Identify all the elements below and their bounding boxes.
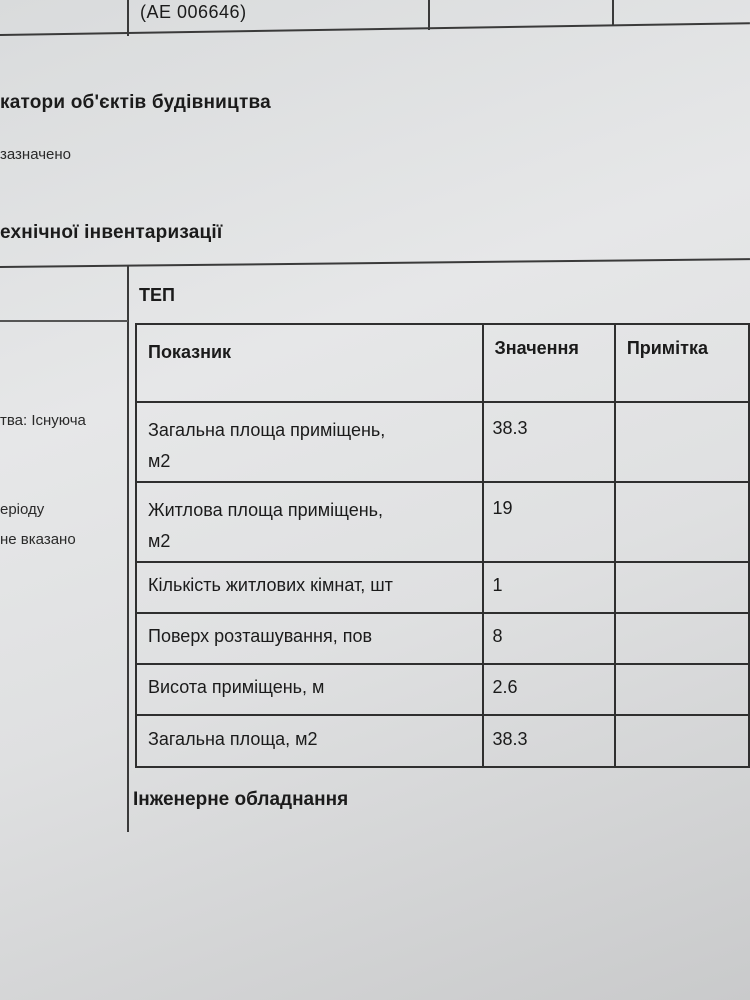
section-note: зазначено bbox=[0, 146, 72, 163]
note-cell bbox=[615, 402, 749, 482]
left-column-header-bottom bbox=[0, 320, 128, 322]
table-row bbox=[136, 664, 749, 715]
value-cell: 38.3 bbox=[483, 402, 615, 482]
value-cell: 8 bbox=[483, 613, 615, 664]
table-row bbox=[136, 482, 749, 562]
indicator-unit: м2 bbox=[148, 531, 171, 551]
section-heading-indicators: катори об'єктів будівництва bbox=[0, 92, 271, 113]
note-cell bbox=[615, 613, 749, 664]
indicator-cell: Висота приміщень, м bbox=[136, 664, 483, 715]
table-row bbox=[136, 562, 749, 613]
not-specified-label: не вказано bbox=[0, 531, 76, 548]
indicator-cell: Поверх розташування, пов bbox=[136, 613, 483, 664]
section-heading-inventory: ехнічної інвентаризації bbox=[0, 222, 223, 243]
value-cell: 38.3 bbox=[483, 715, 615, 767]
top-cell-border-left bbox=[127, 0, 129, 36]
inventory-left-divider bbox=[127, 266, 129, 832]
column-header-value: Значення bbox=[483, 324, 615, 402]
note-cell bbox=[615, 664, 749, 715]
indicator-cell bbox=[136, 482, 483, 562]
note-cell bbox=[615, 562, 749, 613]
column-header-indicator: Показник bbox=[136, 324, 483, 402]
value-cell: 19 bbox=[483, 482, 615, 562]
top-cell-border-mid bbox=[428, 0, 430, 30]
indicator-cell bbox=[136, 402, 483, 482]
tep-title: ТЕП bbox=[139, 285, 175, 305]
top-cell-border-right bbox=[612, 0, 614, 26]
period-label: еріоду bbox=[0, 501, 45, 518]
column-header-note: Примітка bbox=[615, 324, 749, 402]
indicator-cell: Загальна площа, м2 bbox=[136, 715, 483, 767]
tep-header-row bbox=[136, 324, 749, 402]
value-cell: 2.6 bbox=[483, 664, 615, 715]
indicator-text: Загальна площа приміщень, bbox=[148, 420, 386, 440]
indicator-text: Житлова площа приміщень, bbox=[148, 500, 384, 520]
indicator-unit: м2 bbox=[148, 451, 171, 471]
top-row-bottom-border bbox=[0, 22, 750, 36]
note-cell bbox=[615, 715, 749, 767]
table-row bbox=[136, 715, 749, 767]
engineering-heading: Інженерне обладнання bbox=[133, 789, 349, 810]
status-label: тва: Існуюча bbox=[0, 412, 86, 429]
note-cell bbox=[615, 482, 749, 562]
value-cell: 1 bbox=[483, 562, 615, 613]
table-row bbox=[136, 402, 749, 482]
inventory-top-border bbox=[0, 258, 750, 268]
document-code: (AE 006646) bbox=[140, 2, 247, 22]
tep-table bbox=[135, 323, 750, 768]
indicator-cell: Кількість житлових кімнат, шт bbox=[136, 562, 483, 613]
table-row bbox=[136, 613, 749, 664]
